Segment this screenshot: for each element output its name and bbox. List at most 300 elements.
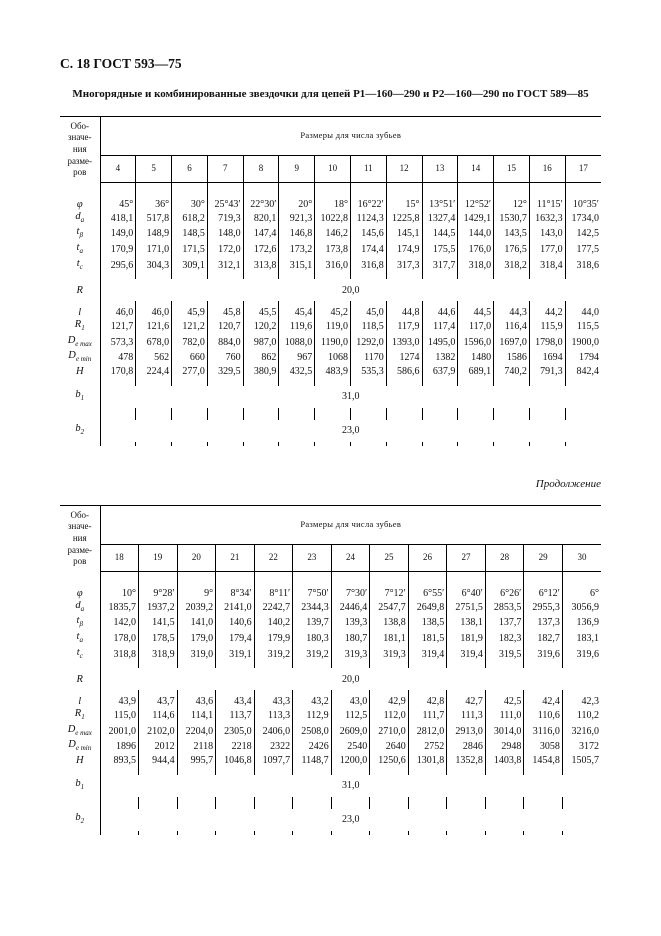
table-cell: 689,1 bbox=[458, 366, 494, 378]
table-cell: 2547,7 bbox=[370, 600, 409, 616]
symbol-main: R bbox=[76, 673, 83, 685]
symbol-main: b bbox=[75, 811, 81, 823]
spacer-cell bbox=[243, 442, 279, 446]
table-cell: 45,8 bbox=[207, 307, 243, 319]
row-symbol-phi bbox=[60, 588, 100, 600]
sprocket-table-1 bbox=[60, 116, 601, 446]
spacer-cell bbox=[216, 767, 255, 775]
table-cell: 2913,0 bbox=[447, 724, 486, 740]
spacer-cell bbox=[315, 183, 351, 200]
table-cell: 517,8 bbox=[136, 211, 172, 227]
table-cell: 309,1 bbox=[172, 258, 208, 274]
row-symbol-l bbox=[60, 696, 100, 708]
teeth-count: 22 bbox=[254, 545, 293, 572]
spacer-cell bbox=[524, 831, 563, 835]
spacer-cell bbox=[100, 408, 136, 420]
symbol-subscript: c bbox=[79, 651, 83, 660]
table-cell: 1632,3 bbox=[529, 211, 565, 227]
table-cell: 318,9 bbox=[139, 647, 178, 663]
spacer-cell bbox=[447, 831, 486, 835]
table-row-b1 bbox=[60, 775, 601, 797]
table-cell: 1190,0 bbox=[315, 335, 351, 351]
table-cell: 172,0 bbox=[207, 242, 243, 258]
table-cell: 147,4 bbox=[243, 226, 279, 242]
table-cell: 42,9 bbox=[370, 696, 409, 708]
spacer-cell bbox=[331, 831, 370, 835]
table-cell: 46,0 bbox=[115, 307, 134, 319]
table-cell: 176,5 bbox=[494, 242, 530, 258]
table-cell: 8°34′ bbox=[216, 588, 255, 600]
row-symbol-tc bbox=[60, 258, 100, 274]
table-cell: 44,0 bbox=[565, 307, 601, 319]
spacer-row bbox=[60, 378, 601, 386]
table-cell: 1454,8 bbox=[524, 755, 563, 767]
table-cell: 110,2 bbox=[562, 708, 601, 724]
spacer-cell bbox=[216, 797, 255, 809]
table-cell: 318,6 bbox=[565, 258, 601, 274]
spacer-cell bbox=[243, 378, 279, 386]
table-row-demax bbox=[60, 335, 601, 351]
table-row-r1 bbox=[60, 319, 601, 335]
row-symbol-demin bbox=[60, 350, 100, 366]
spacer-cell bbox=[331, 767, 370, 775]
designation-header-line: ния bbox=[72, 143, 87, 154]
row-symbol-b1 bbox=[60, 386, 100, 408]
table-cell: 10° bbox=[122, 588, 137, 599]
table-cell: 2426 bbox=[293, 739, 332, 755]
table-cell: 2344,3 bbox=[293, 600, 332, 616]
spacer-cell bbox=[562, 831, 601, 835]
table-cell: 171,0 bbox=[136, 242, 172, 258]
table-cell: 2710,0 bbox=[370, 724, 409, 740]
merged-value: 31,0 bbox=[342, 390, 360, 402]
spacer-cell bbox=[293, 767, 332, 775]
table-cell: 319,2 bbox=[254, 647, 293, 663]
table-cell: 180,7 bbox=[331, 631, 370, 647]
table-cell: 45,9 bbox=[172, 307, 208, 319]
table-cell: 791,3 bbox=[529, 366, 565, 378]
table-cell: 2812,0 bbox=[408, 724, 447, 740]
table-cell: 136,9 bbox=[562, 615, 601, 631]
table-cell: 112,9 bbox=[293, 708, 332, 724]
table-cell: 317,7 bbox=[422, 258, 458, 274]
symbol-main: φ bbox=[76, 199, 83, 210]
spacer-cell bbox=[447, 797, 486, 809]
spacer-cell bbox=[177, 831, 216, 835]
symbol-subscript: 1 bbox=[80, 782, 85, 791]
spacer-cell bbox=[172, 442, 208, 446]
row-symbol-r1 bbox=[60, 708, 100, 724]
spacer-cell bbox=[207, 378, 243, 386]
teeth-count: 5 bbox=[136, 156, 172, 183]
table-cell: 44,6 bbox=[422, 307, 458, 319]
table-cell: 44,5 bbox=[458, 307, 494, 319]
table-cell: 146,2 bbox=[315, 226, 351, 242]
table-cell: 319,0 bbox=[177, 647, 216, 663]
table-cell: 719,3 bbox=[207, 211, 243, 227]
spacer-cell bbox=[279, 183, 315, 200]
symbol-main: D bbox=[67, 723, 76, 735]
row-symbol-ta bbox=[60, 631, 100, 647]
table-cell: 2001,0 bbox=[108, 725, 137, 737]
spacer-cell bbox=[172, 378, 208, 386]
table-cell: 1937,2 bbox=[139, 600, 178, 616]
table-cell: 143,5 bbox=[494, 226, 530, 242]
teeth-count: 12 bbox=[386, 156, 422, 183]
table-cell: 45,2 bbox=[315, 307, 351, 319]
table-cell: 137,3 bbox=[524, 615, 563, 631]
designation-header-line: Обо- bbox=[70, 120, 90, 131]
table-cell: 114,6 bbox=[139, 708, 178, 724]
table-cell: 1393,0 bbox=[386, 335, 422, 351]
teeth-count: 27 bbox=[447, 545, 486, 572]
merged-value: 20,0 bbox=[342, 673, 360, 685]
spacer-cell bbox=[350, 408, 386, 420]
table-row-demin bbox=[60, 739, 601, 755]
designation-header bbox=[60, 117, 100, 183]
table-cell: 7°30′ bbox=[331, 588, 370, 600]
designation-header-line: значе- bbox=[67, 521, 92, 532]
table-cell: 2218 bbox=[216, 739, 255, 755]
symbol-main: l bbox=[78, 307, 82, 319]
table-cell: 2846 bbox=[447, 739, 486, 755]
symbol-main: t bbox=[76, 257, 80, 269]
table-cell: 2242,7 bbox=[254, 600, 293, 616]
table-cell: 2955,3 bbox=[524, 600, 563, 616]
table-cell: 586,6 bbox=[386, 366, 422, 378]
spacer-cell bbox=[100, 831, 139, 835]
designation-header-line: ров bbox=[73, 167, 87, 178]
symbol-main: b bbox=[75, 388, 81, 400]
symbol-main: R bbox=[76, 284, 83, 296]
table-cell: 177,5 bbox=[565, 242, 601, 258]
table-cell: 319,3 bbox=[331, 647, 370, 663]
table-cell: 319,4 bbox=[447, 647, 486, 663]
spacer-cell bbox=[60, 831, 100, 835]
spacer-cell bbox=[60, 408, 100, 420]
table-cell: 139,7 bbox=[293, 615, 332, 631]
spacer-cell bbox=[172, 408, 208, 420]
spacer-cell bbox=[494, 378, 530, 386]
table-row-b2 bbox=[60, 420, 601, 442]
spacer-cell bbox=[370, 767, 409, 775]
table-cell: 1694 bbox=[529, 350, 565, 366]
designation-header-line: значе- bbox=[67, 132, 92, 143]
table-cell: 3014,0 bbox=[485, 724, 524, 740]
spacer-cell bbox=[350, 183, 386, 200]
table-cell: 42,8 bbox=[408, 696, 447, 708]
table-cell: 170,9 bbox=[110, 244, 134, 256]
table-cell: 1022,8 bbox=[315, 211, 351, 227]
table-cell: 2118 bbox=[177, 739, 216, 755]
teeth-count: 18 bbox=[100, 545, 139, 572]
spacer-cell bbox=[458, 183, 494, 200]
table-cell: 148,0 bbox=[207, 226, 243, 242]
table-cell: 1794 bbox=[565, 350, 601, 366]
table-row-tc bbox=[60, 647, 601, 663]
designation-header-line: Обо- bbox=[70, 509, 90, 520]
table-cell: 1327,4 bbox=[422, 211, 458, 227]
table-cell: 319,6 bbox=[562, 647, 601, 663]
spacer-cell bbox=[370, 797, 409, 809]
spacer-cell bbox=[458, 442, 494, 446]
table-cell: 180,3 bbox=[293, 631, 332, 647]
table-cell: 884,0 bbox=[207, 335, 243, 351]
table-row-r bbox=[60, 279, 601, 301]
symbol-main: H bbox=[75, 755, 84, 766]
table-cell: 1530,7 bbox=[494, 211, 530, 227]
teeth-count: 17 bbox=[565, 156, 601, 183]
symbol-main: R bbox=[74, 318, 82, 330]
table-cell: 2853,5 bbox=[485, 600, 524, 616]
table-row-demin bbox=[60, 350, 601, 366]
table-cell: 144,5 bbox=[422, 226, 458, 242]
spacer-cell bbox=[408, 797, 447, 809]
row-symbol-demax bbox=[60, 335, 100, 351]
table-cell: 138,8 bbox=[370, 615, 409, 631]
table-cell: 921,3 bbox=[279, 211, 315, 227]
designation-header-line: разме- bbox=[67, 155, 93, 166]
spacer-row bbox=[60, 183, 601, 200]
table-row-ta bbox=[60, 242, 601, 258]
symbol-subscript: β bbox=[79, 620, 83, 629]
table-cell: 45,0 bbox=[350, 307, 386, 319]
table-cell: 172,6 bbox=[243, 242, 279, 258]
table-row-phi bbox=[60, 199, 601, 211]
table-cell: 782,0 bbox=[172, 335, 208, 351]
spacer-cell bbox=[447, 572, 486, 589]
table-cell: 2305,0 bbox=[216, 724, 255, 740]
spacer-cell bbox=[458, 408, 494, 420]
spacer-cell bbox=[408, 831, 447, 835]
table-cell: 3116,0 bbox=[524, 724, 563, 740]
teeth-count: 30 bbox=[562, 545, 601, 572]
table-cell: 1505,7 bbox=[562, 755, 601, 767]
table-cell: 315,1 bbox=[279, 258, 315, 274]
spacer-cell bbox=[370, 831, 409, 835]
spacer-cell bbox=[177, 572, 216, 589]
table-cell: 43,7 bbox=[139, 696, 178, 708]
spacer-cell bbox=[254, 572, 293, 589]
teeth-count: 23 bbox=[293, 545, 332, 572]
table-cell: 319,4 bbox=[408, 647, 447, 663]
table-cell: 535,3 bbox=[350, 366, 386, 378]
table-cell: 2446,4 bbox=[331, 600, 370, 616]
row-symbol-phi bbox=[60, 199, 100, 211]
table-cell: 117,4 bbox=[422, 319, 458, 335]
table-cell: 111,7 bbox=[408, 708, 447, 724]
spacer-cell bbox=[458, 378, 494, 386]
table-cell: 121,6 bbox=[136, 319, 172, 335]
table-cell: 2540 bbox=[331, 739, 370, 755]
table-cell: 20° bbox=[279, 199, 315, 211]
spacer-cell bbox=[279, 378, 315, 386]
table-cell: 44,3 bbox=[494, 307, 530, 319]
table-cell: 140,2 bbox=[254, 615, 293, 631]
table-cell: 115,5 bbox=[565, 319, 601, 335]
teeth-count: 10 bbox=[315, 156, 351, 183]
row-symbol-r bbox=[60, 668, 100, 690]
spacer-cell bbox=[529, 183, 565, 200]
table-cell: 112,0 bbox=[370, 708, 409, 724]
table-cell: 313,8 bbox=[243, 258, 279, 274]
table-cell: 44,2 bbox=[529, 307, 565, 319]
table-cell: 145,6 bbox=[350, 226, 386, 242]
table-cell: 46,0 bbox=[136, 307, 172, 319]
teeth-count: 13 bbox=[422, 156, 458, 183]
table-cell: 173,8 bbox=[315, 242, 351, 258]
table-cell: 9°28′ bbox=[139, 588, 178, 600]
table-cell: 1480 bbox=[458, 350, 494, 366]
table-row-b1 bbox=[60, 386, 601, 408]
symbol-subscript: c bbox=[79, 262, 83, 271]
table-cell: 3056,9 bbox=[562, 600, 601, 616]
table-row-r1 bbox=[60, 708, 601, 724]
table-cell: 143,0 bbox=[529, 226, 565, 242]
table-cell: 1352,8 bbox=[447, 755, 486, 767]
symbol-main: D bbox=[68, 739, 76, 751]
row-symbol-tb bbox=[60, 615, 100, 631]
spacer-cell bbox=[386, 408, 422, 420]
table-cell: 45,5 bbox=[243, 307, 279, 319]
table-cell: 179,9 bbox=[254, 631, 293, 647]
symbol-main: d bbox=[75, 210, 81, 222]
table-cell: 181,5 bbox=[408, 631, 447, 647]
page-header: С. 18 ГОСТ 593—75 bbox=[60, 56, 182, 71]
table-cell: 760 bbox=[207, 350, 243, 366]
table-cell: 562 bbox=[136, 350, 172, 366]
teeth-row bbox=[60, 156, 601, 183]
table-row-b2 bbox=[60, 809, 601, 831]
spacer-row bbox=[60, 797, 601, 809]
spacer-cell bbox=[254, 767, 293, 775]
row-symbol-r1 bbox=[60, 319, 100, 335]
teeth-row bbox=[60, 545, 601, 572]
spacer-cell bbox=[177, 767, 216, 775]
table-cell: 16°22′ bbox=[350, 199, 386, 211]
spacer-cell bbox=[524, 572, 563, 589]
table-cell: 42,7 bbox=[447, 696, 486, 708]
table-cell: 43,3 bbox=[254, 696, 293, 708]
table-cell: 44,8 bbox=[386, 307, 422, 319]
table-cell: 1170 bbox=[350, 350, 386, 366]
spacer-cell bbox=[136, 442, 172, 446]
table-cell: 1429,1 bbox=[458, 211, 494, 227]
spacer-cell bbox=[565, 378, 601, 386]
teeth-count: 4 bbox=[100, 156, 136, 183]
table-cell: 116,4 bbox=[494, 319, 530, 335]
table-cell: 120,2 bbox=[243, 319, 279, 335]
table-cell: 1382 bbox=[422, 350, 458, 366]
table-cell: 15° bbox=[386, 199, 422, 211]
table-cell: 2751,5 bbox=[447, 600, 486, 616]
table-cell: 7°12′ bbox=[370, 588, 409, 600]
row-symbol-demin bbox=[60, 739, 100, 755]
spacer-cell bbox=[136, 183, 172, 200]
spacer-cell bbox=[422, 183, 458, 200]
table-cell: 182,3 bbox=[485, 631, 524, 647]
spacer-cell bbox=[315, 378, 351, 386]
table-row-h bbox=[60, 366, 601, 378]
spacer-cell bbox=[370, 572, 409, 589]
table-cell: 113,7 bbox=[216, 708, 255, 724]
table-cell: 418,1 bbox=[110, 212, 134, 224]
spacer-cell bbox=[494, 442, 530, 446]
spacer-cell bbox=[524, 767, 563, 775]
table-cell: 1403,8 bbox=[485, 755, 524, 767]
spacer-cell bbox=[562, 797, 601, 809]
table-cell: 478 bbox=[118, 352, 134, 364]
table-cell: 117,9 bbox=[386, 319, 422, 335]
table-cell: 277,0 bbox=[172, 366, 208, 378]
symbol-main: t bbox=[76, 615, 80, 627]
table-cell: 1088,0 bbox=[279, 335, 315, 351]
spacer-row bbox=[60, 767, 601, 775]
spacer-cell bbox=[60, 797, 100, 809]
spacer-cell bbox=[562, 767, 601, 775]
table-cell: 144,0 bbox=[458, 226, 494, 242]
symbol-main: l bbox=[78, 696, 82, 708]
row-symbol-l bbox=[60, 307, 100, 319]
spacer-cell bbox=[60, 767, 100, 775]
symbol-subscript: 1 bbox=[81, 324, 85, 333]
row-symbol-demax bbox=[60, 724, 100, 740]
spacer-row bbox=[60, 408, 601, 420]
teeth-count: 24 bbox=[331, 545, 370, 572]
table-cell: 11°15′ bbox=[529, 199, 565, 211]
symbol-subscript: a bbox=[79, 636, 83, 645]
table-cell: 43,6 bbox=[177, 696, 216, 708]
table-cell: 25°43′ bbox=[207, 199, 243, 211]
table-cell: 148,5 bbox=[172, 226, 208, 242]
spacer-cell bbox=[100, 442, 136, 446]
table-cell: 174,9 bbox=[386, 242, 422, 258]
spacer-cell bbox=[293, 572, 332, 589]
header-row bbox=[60, 117, 601, 156]
table-cell: 7°50′ bbox=[293, 588, 332, 600]
table-cell: 1250,6 bbox=[370, 755, 409, 767]
table-row-l bbox=[60, 696, 601, 708]
table-cell: 6°40′ bbox=[447, 588, 486, 600]
table-cell: 13°51′ bbox=[422, 199, 458, 211]
symbol-main: H bbox=[75, 366, 84, 377]
spacer-cell bbox=[315, 442, 351, 446]
symbol-subscript: a bbox=[79, 247, 83, 256]
symbol-subscript: 2 bbox=[80, 816, 85, 825]
spacer-cell bbox=[177, 797, 216, 809]
table-cell: 42,4 bbox=[524, 696, 563, 708]
table-cell: 121,7 bbox=[110, 320, 134, 332]
table-cell: 119,6 bbox=[279, 319, 315, 335]
table-cell: 179,0 bbox=[177, 631, 216, 647]
table-cell: 2609,0 bbox=[331, 724, 370, 740]
table-cell: 2102,0 bbox=[139, 724, 178, 740]
table-cell: 118,5 bbox=[350, 319, 386, 335]
spacer-cell bbox=[100, 572, 139, 589]
table-cell: 318,4 bbox=[529, 258, 565, 274]
table-cell: 138,5 bbox=[408, 615, 447, 631]
symbol-main: d bbox=[75, 599, 81, 611]
table-cell: 573,3 bbox=[110, 336, 134, 348]
table-cell: 121,2 bbox=[172, 319, 208, 335]
spacer-cell bbox=[422, 408, 458, 420]
designation-header-line: ров bbox=[73, 556, 87, 567]
table-cell: 380,9 bbox=[243, 366, 279, 378]
spacer-cell bbox=[254, 797, 293, 809]
teeth-count: 9 bbox=[279, 156, 315, 183]
merged-value: 23,0 bbox=[342, 813, 360, 825]
table-cell: 740,2 bbox=[494, 366, 530, 378]
